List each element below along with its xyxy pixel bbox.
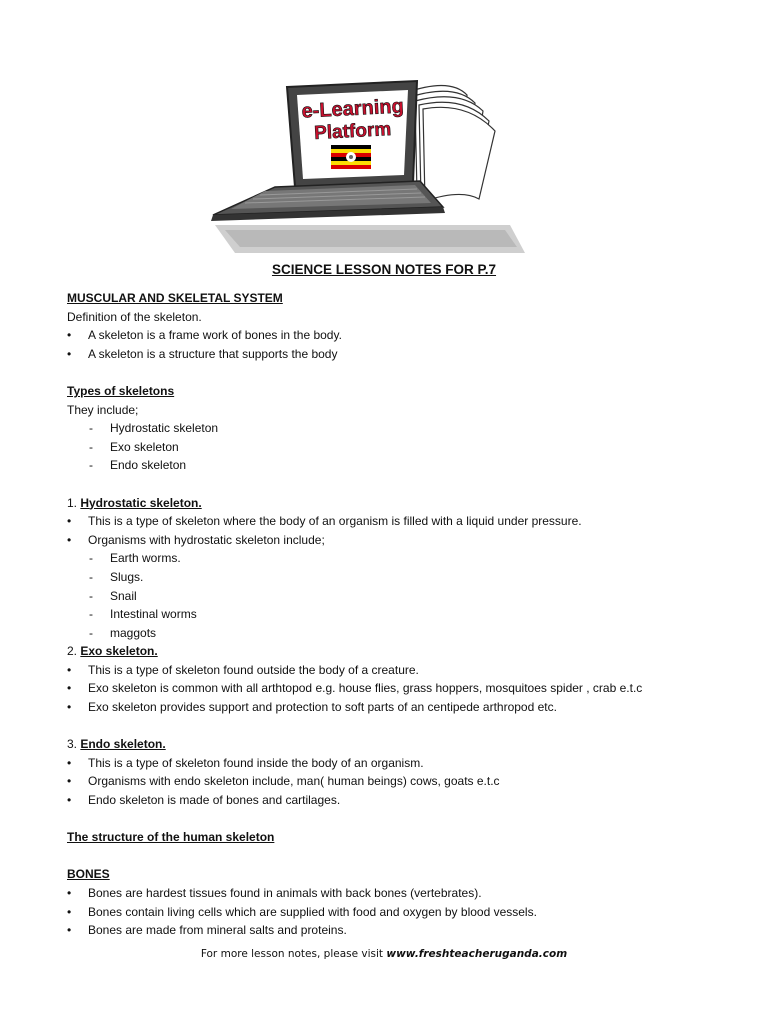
uganda-flag-icon — [331, 145, 371, 169]
bullet-item: • Bones are made from mineral salts and proteins. — [67, 921, 747, 940]
dash-item: - Slugs. — [67, 568, 747, 587]
bullet-item: • Bones are hardest tissues found in animals with back bones (vertebrates). — [67, 884, 747, 903]
dash-item: - Exo skeleton — [67, 438, 747, 457]
bullet-item: • Bones contain living cells which are supplied with food and oxygen by blood vessels. — [67, 903, 747, 922]
section-heading: Endo skeleton. — [80, 737, 166, 752]
bullet-item: • A skeleton is a frame work of bones in the body. — [67, 326, 747, 345]
numbered-heading — [67, 494, 747, 513]
bullet-item: • This is a type of skeleton found inside the body of an organism. — [67, 754, 747, 773]
numbered-heading — [67, 735, 747, 754]
bullet-item: • Organisms with endo skeleton include, man( human beings) cows, goats e.t.c — [67, 772, 747, 791]
page-title: SCIENCE LESSON NOTES FOR P.7 — [271, 262, 497, 277]
bullet-item: • Organisms with hydrostatic skeleton include; — [67, 531, 747, 550]
section-heading: Exo skeleton. — [80, 644, 158, 659]
bullet-item: • This is a type of skeleton found outside the body of a creature. — [67, 661, 747, 680]
bullet-item: • Endo skeleton is made of bones and cartilages. — [67, 791, 747, 810]
bullet-item: • Exo skeleton is common with all arthtopod e.g. house flies, grass hoppers, mosquitoes spider , crab e.t.c — [67, 679, 747, 698]
footer-text: For more lesson notes, please visit — [200, 948, 387, 960]
dash-item: - maggots — [67, 624, 747, 643]
footer-website-link[interactable]: www.freshteacheruganda.com — [386, 948, 568, 960]
bullet-item: • A skeleton is a structure that supports the body — [67, 345, 747, 364]
section-heading: Types of skeletons — [67, 383, 175, 398]
bullet-item: • Exo skeleton provides support and protection to soft parts of an centipede arthropod etc. — [67, 698, 747, 717]
dash-item: - Earth worms. — [67, 549, 747, 568]
heading-number: 1. — [67, 495, 81, 510]
logo-line2: Platform — [313, 119, 392, 145]
section-heading: Hydrostatic skeleton. — [80, 495, 202, 510]
logo-line1: e-Learning — [301, 95, 405, 123]
bullet-item: • This is a type of skeleton where the body of an organism is filled with a liquid under pressure. — [67, 512, 747, 531]
lesson-content — [67, 289, 747, 940]
dash-item: - Hydrostatic skeleton — [67, 419, 747, 438]
section-heading: MUSCULAR AND SKELETAL SYSTEM — [67, 291, 283, 305]
section-heading: The structure of the human skeleton — [67, 830, 275, 845]
dash-item: - Snail — [67, 587, 747, 606]
dash-item: - Endo skeleton — [67, 456, 747, 475]
heading-number: 2. — [67, 644, 81, 659]
heading-number: 3. — [67, 737, 81, 752]
footer — [0, 948, 768, 960]
e-learning-platform-logo — [205, 75, 535, 265]
section-intro: Definition of the skeleton. — [67, 309, 202, 324]
section-heading: BONES — [67, 867, 110, 882]
dash-item: - Intestinal worms — [67, 605, 747, 624]
section-intro: They include; — [67, 402, 139, 417]
numbered-heading — [67, 642, 747, 661]
